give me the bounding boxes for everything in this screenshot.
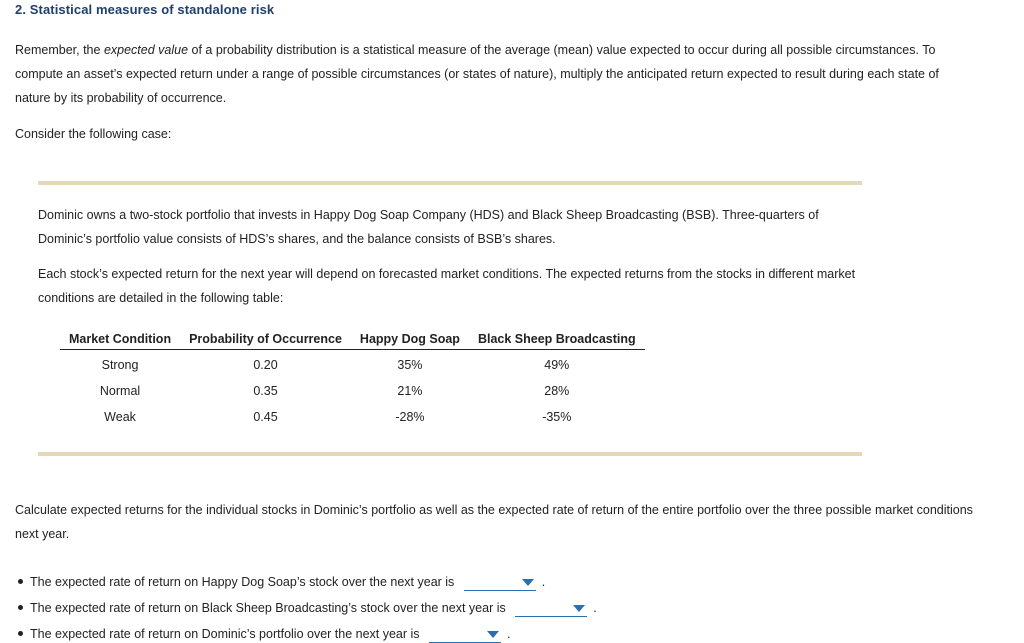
list-item [15,596,597,622]
caret-down-icon [487,631,499,638]
cell-condition: Weak [104,410,136,424]
cell-bsb-return: 49% [544,358,570,372]
question-text-portfolio: The expected rate of return on Dominic’s portfolio over the next year is [30,627,420,641]
cell-probability: 0.20 [253,358,278,372]
question-text-hds: The expected rate of return on Happy Dog Soap’s stock over the next year is [30,575,455,589]
sentence-period: . [541,575,546,589]
header-happy-dog-soap: Happy Dog Soap [351,329,469,350]
header-black-sheep-broadcasting: Black Sheep Broadcasting [469,329,645,350]
bsb-return-dropdown[interactable] [515,600,587,617]
case-paragraph-1: Dominic owns a two-stock portfolio that invests in Happy Dog Soap Company (HDS) and Black Sheep Broadcasting (BSB). Three-quarters of Dominic’s portfolio value consists of HDS’s shares, and the balance consists of BSB’s shares. [38,208,819,246]
case-bottom-divider [38,452,862,456]
caret-down-icon [573,605,585,612]
cell-hds-return: 35% [397,358,423,372]
cell-condition: Normal [99,384,141,398]
cell-hds-return: -28% [395,410,425,424]
bullet-icon [18,631,23,636]
intro-text-start: Remember, the [15,43,104,57]
list-item [15,570,597,596]
case-top-divider [38,181,862,185]
cell-bsb-return: 28% [544,384,570,398]
question-list [15,570,597,643]
question-text-bsb: The expected rate of return on Black Sheep Broadcasting’s stock over the next year is [30,601,506,615]
intro-text-end: of a probability distribution is a statistical measure of the average (mean) value expected to occur during all possible circumstances. To compute an asset’s expected return under a range of possible circumstances (or states of nature), multiply the anticipated return expected to result during each state of nature by its probability of occurrence. [15,43,939,105]
instruction-text: Calculate expected returns for the individual stocks in Dominic’s portfolio as well as the expected rate of return of the entire portfolio over the three possible market conditions next year. [15,503,973,541]
sentence-period: . [507,627,511,641]
table-row [60,404,645,430]
header-probability: Probability of Occurrence [180,329,351,350]
intro-paragraph [15,38,975,110]
list-item [15,622,597,643]
bullet-icon [18,579,23,584]
table-row [60,350,645,379]
portfolio-return-dropdown[interactable] [429,626,501,643]
table-row [60,378,645,404]
cell-probability: 0.35 [253,384,278,398]
hds-return-dropdown[interactable] [464,574,536,591]
cell-hds-return: 21% [397,384,423,398]
consider-text: Consider the following case: [15,127,172,141]
header-market-condition: Market Condition [60,329,180,350]
cell-bsb-return: -35% [542,410,572,424]
section-title: 2. Statistical measures of standalone risk [15,2,275,17]
cell-condition: Strong [101,358,139,372]
sentence-period: . [593,601,597,615]
case-paragraph-2: Each stock’s expected return for the next year will depend on forecasted market conditions. The expected returns from the stocks in different market conditions are detailed in the following table: [38,267,856,305]
table-header-row [60,329,645,350]
returns-table [60,329,645,430]
caret-down-icon [522,579,534,586]
bullet-icon [18,605,23,610]
cell-probability: 0.45 [253,410,278,424]
intro-emphasis: expected value [103,43,189,57]
